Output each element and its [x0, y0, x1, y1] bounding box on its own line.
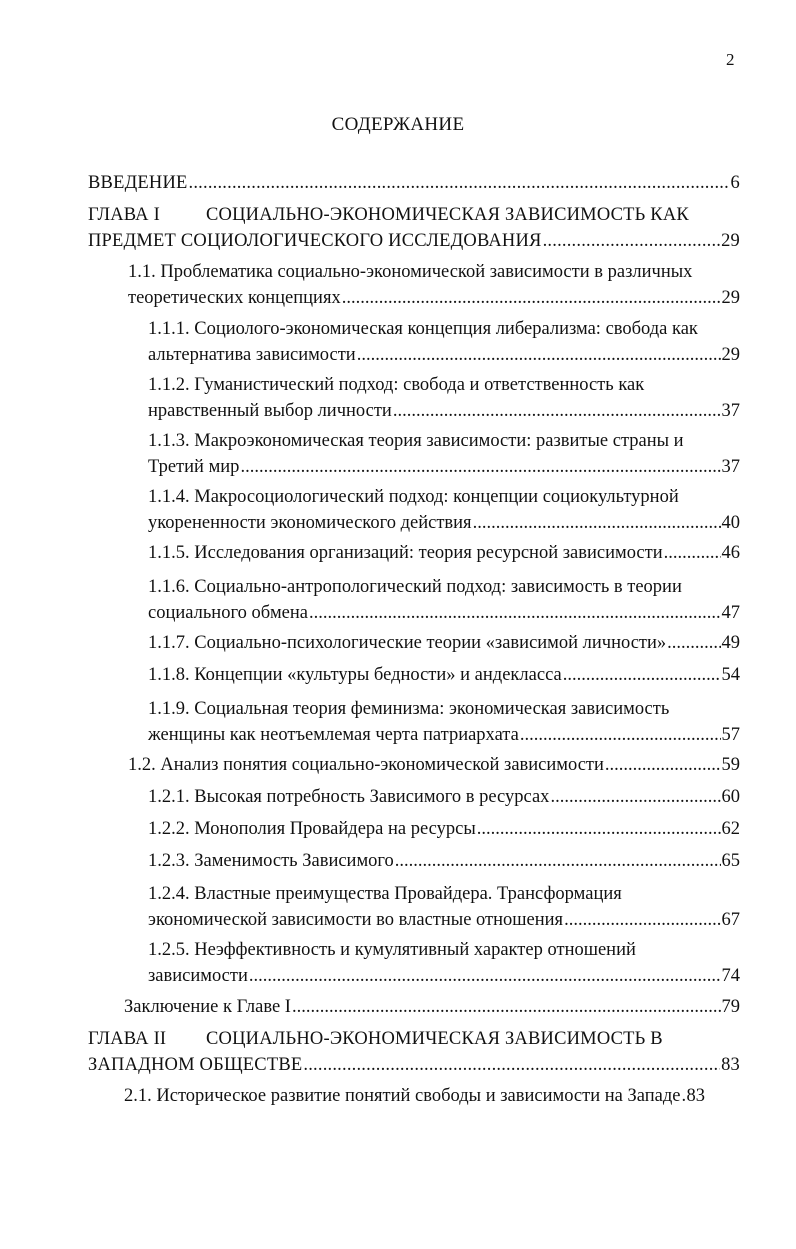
dot-leader — [395, 848, 721, 874]
dot-leader — [473, 510, 721, 536]
toc-entry-title-cont: экономической зависимости во властные отношения — [148, 910, 564, 930]
toc-entry-2-1 — [124, 1083, 740, 1109]
toc-entry-1-2-4 — [148, 881, 740, 933]
chapter-number: ГЛАВА I — [88, 205, 160, 225]
toc-entry-title-cont: альтернатива зависимости — [148, 345, 356, 365]
toc-entry-title: 1.2.1. Высокая потребность Зависимого в ресурсах — [148, 787, 550, 807]
dot-leader — [681, 1083, 685, 1109]
dot-leader — [342, 285, 721, 311]
dot-leader — [543, 228, 721, 254]
toc-page-number: 59 — [721, 755, 740, 775]
toc-entry-title-cont: укорененности экономического действия — [148, 513, 472, 533]
toc-entry-1-2-1 — [148, 784, 740, 810]
toc-entry-title: 1.2.5. Неэффективность и кумулятивный характер отношений — [148, 940, 636, 960]
toc-entry-title-cont: социального обмена — [148, 603, 308, 623]
page-title: СОДЕРЖАНИЕ — [331, 114, 465, 135]
toc-entry-title: 1.2.3. Заменимость Зависимого — [148, 851, 394, 871]
toc-entry-title: 1.1.4. Макросоциологический подход: концепции социокультурной — [148, 487, 679, 507]
toc-entry-chapter-2 — [88, 1026, 740, 1078]
toc-entry-title: 1.1.7. Социально-психологические теории «зависимой личности» — [148, 633, 667, 653]
chapter-number: ГЛАВА II — [88, 1029, 167, 1049]
toc-entry-1-2-3 — [148, 848, 740, 874]
toc-entry-1-1-9 — [148, 696, 740, 748]
dot-leader — [477, 816, 721, 842]
toc-entry-title-cont: Третий мир — [148, 457, 240, 477]
toc-page-number: 54 — [721, 665, 740, 685]
toc-page-number: 83 — [721, 1055, 740, 1075]
dot-leader — [309, 600, 721, 626]
toc-entry-title-cont: нравственный выбор личности — [148, 401, 392, 421]
toc-entry-title: 1.1.2. Гуманистический подход: свобода и ответственность как — [148, 375, 645, 395]
toc-entry-introduction — [88, 170, 740, 196]
dot-leader — [550, 784, 720, 810]
dot-leader — [563, 662, 721, 688]
page-number: 2 — [726, 50, 735, 69]
toc-entry-title-cont: зависимости — [148, 966, 248, 986]
toc-entry-chapter-1 — [88, 202, 740, 254]
toc-page-number: 40 — [721, 513, 740, 533]
toc-entry-title: 1.1.5. Исследования организаций: теория ресурсной зависимости — [148, 543, 663, 563]
dot-leader — [664, 540, 721, 566]
dot-leader — [292, 994, 721, 1020]
toc-entry-conclusion-1 — [124, 994, 740, 1020]
toc-entry-1-1 — [128, 259, 740, 311]
toc-entry-1-1-4 — [148, 484, 740, 536]
toc-page-number: 83 — [686, 1086, 705, 1106]
toc-page-number: 74 — [721, 966, 740, 986]
toc-page-number: 29 — [721, 231, 740, 251]
toc-entry-title: 1.2.2. Монополия Провайдера на ресурсы — [148, 819, 476, 839]
toc-page-number: 29 — [721, 345, 740, 365]
toc-page-number: 49 — [721, 633, 740, 653]
toc-entry-title: 1.1.3. Макроэкономическая теория зависимости: развитые страны и — [148, 431, 684, 451]
toc-entry-1-1-1 — [148, 316, 740, 368]
toc-entry-1-2-5 — [148, 937, 740, 989]
toc-entry-1-1-7 — [148, 630, 740, 656]
toc-entry-1-1-2 — [148, 372, 740, 424]
toc-entry-title: 1.1.9. Социальная теория феминизма: экономическая зависимость — [148, 699, 670, 719]
dot-leader — [240, 454, 720, 480]
toc-entry-title-cont: ЗАПАДНОМ ОБЩЕСТВЕ — [88, 1055, 303, 1075]
dot-leader — [667, 630, 720, 656]
dot-leader — [357, 342, 721, 368]
toc-entry-1-2-2 — [148, 816, 740, 842]
toc-page-number: 46 — [721, 543, 740, 563]
toc-page-number: 29 — [721, 288, 740, 308]
toc-entry-1-1-6 — [148, 574, 740, 626]
toc-page-number: 37 — [721, 457, 740, 477]
toc-entry-title-cont: женщины как неотъемлемая черта патриархата — [148, 725, 519, 745]
toc-entry-title: 1.1.6. Социально-антропологический подход: зависимость в теории — [148, 577, 682, 597]
toc-entry-1-2 — [128, 752, 740, 778]
dot-leader — [605, 752, 721, 778]
dot-leader — [520, 722, 721, 748]
dot-leader — [564, 907, 720, 933]
dot-leader — [249, 963, 721, 989]
toc-entry-title: СОЦИАЛЬНО-ЭКОНОМИЧЕСКАЯ ЗАВИСИМОСТЬ В — [206, 1029, 663, 1049]
toc-page-number: 37 — [721, 401, 740, 421]
toc-entry-title: СОЦИАЛЬНО-ЭКОНОМИЧЕСКАЯ ЗАВИСИМОСТЬ КАК — [206, 205, 689, 225]
toc-entry-title: 1.1. Проблематика социально-экономической зависимости в различных — [128, 262, 693, 282]
toc-page-number: 6 — [730, 173, 740, 193]
toc-page-number: 65 — [721, 851, 740, 871]
toc-entry-title: 1.1.8. Концепции «культуры бедности» и андекласса — [148, 665, 562, 685]
toc-entry-1-1-8 — [148, 662, 740, 688]
toc-entry-1-1-5 — [148, 540, 740, 566]
toc-page-number: 79 — [721, 997, 740, 1017]
toc-entry-title: 1.2.4. Властные преимущества Провайдера. Трансформация — [148, 884, 622, 904]
toc-page-number: 57 — [721, 725, 740, 745]
dot-leader — [393, 398, 721, 424]
toc-entry-title: 2.1. Историческое развитие понятий свободы и зависимости на Западе — [124, 1086, 681, 1106]
toc-page-number: 62 — [721, 819, 740, 839]
toc-entry-1-1-3 — [148, 428, 740, 480]
toc-page-number: 47 — [721, 603, 740, 623]
toc-entry-title: 1.2. Анализ понятия социально-экономической зависимости — [128, 755, 604, 775]
dot-leader — [189, 170, 730, 196]
toc-page-number: 67 — [721, 910, 740, 930]
dot-leader — [303, 1052, 720, 1078]
toc-page-number: 60 — [721, 787, 740, 807]
toc-entry-title: ВВЕДЕНИЕ — [88, 173, 188, 193]
toc-entry-title: Заключение к Главе I — [124, 997, 291, 1017]
toc-entry-title-cont: теоретических концепциях — [128, 288, 341, 308]
toc-entry-title-cont: ПРЕДМЕТ СОЦИОЛОГИЧЕСКОГО ИССЛЕДОВАНИЯ — [88, 231, 542, 251]
toc-entry-title: 1.1.1. Социолого-экономическая концепция либерализма: свобода как — [148, 319, 698, 339]
